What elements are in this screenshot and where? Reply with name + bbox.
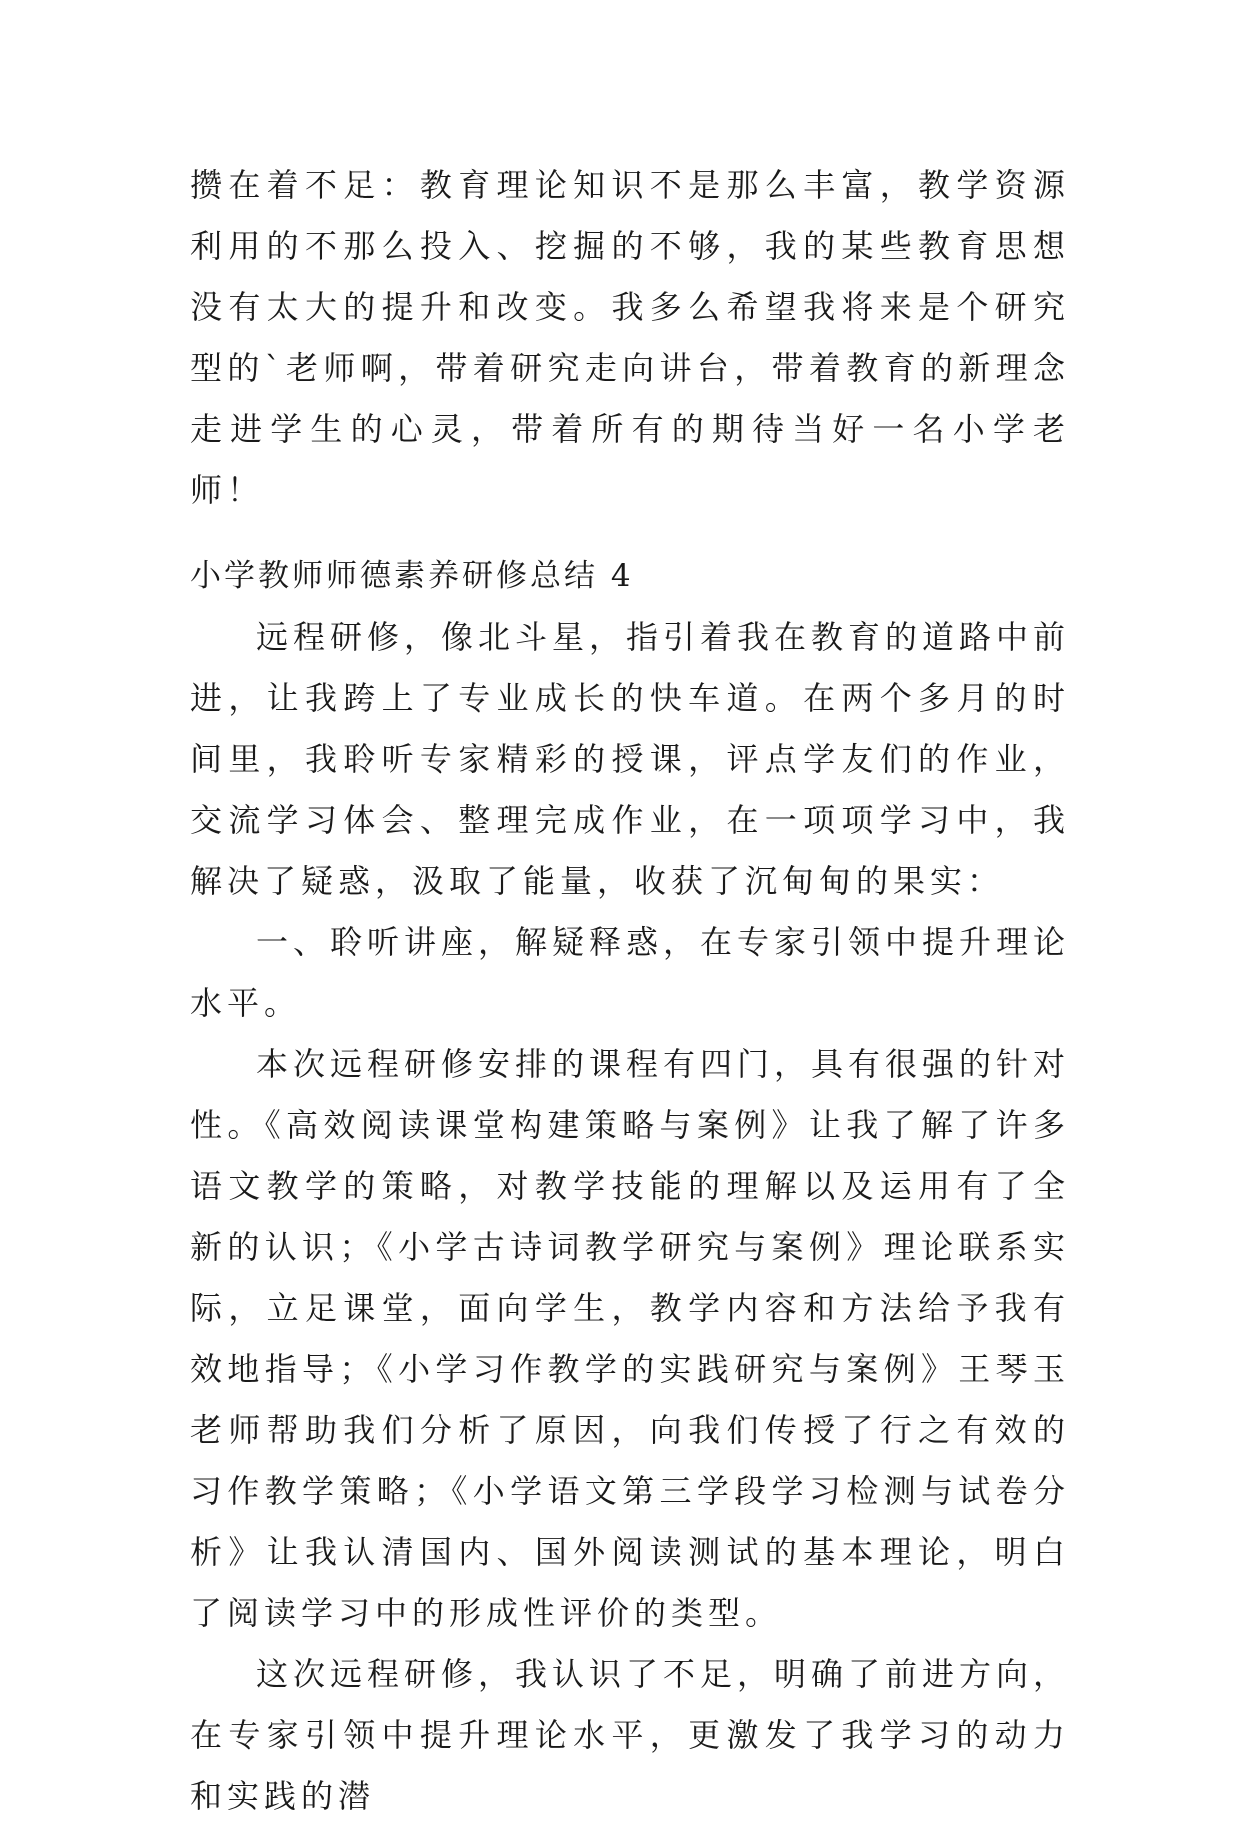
section-title: 小学教师师德素养研修总结 4 [190,558,634,594]
paragraph-reflection: 这次远程研修，我认识了不足，明确了前进方向，在专家引领中提升理论水平，更激发了我学习的动力和实践的潜 [190,1655,1071,1815]
document-page [190,155,1070,1827]
paragraph-courses: 本次远程研修安排的课程有四门，具有很强的针对性。《高效阅读课堂构建策略与案例》让我了解了许多语文教学的策略，对教学技能的理解以及运用有了全新的认识；《小学古诗词教学研究与案例》理论联系实际，立足课堂，面向学生，教学内容和方法给予我有效地指导；《小学习作教学的实践研究与案例》王琴玉老师帮助我们分析了原因，向我们传授了行之有效的习作教学策略；《小学语文第三学段学习检测与试卷分析》让我认清国内、国外阅读测试的基本理论，明白了阅读学习中的形成性评价的类型。 [190,1045,1071,1632]
paragraph-continuation: 攒在着不足：教育理论知识不是那么丰富，教学资源利用的不那么投入、挖掘的不够，我的某些教育思想没有太大的提升和改变。我多么希望我将来是个研究型的`老师啊，带着研究走向讲台，带着教育的新理念走进学生的心灵，带着所有的期待当好一名小学老师！ [190,166,1070,509]
paragraph-point-1: 一、聆听讲座，解疑释惑，在专家引领中提升理论水平。 [190,923,1071,1022]
paragraph-intro: 远程研修，像北斗星，指引着我在教育的道路中前进，让我跨上了专业成长的快车道。在两个多月的时间里，我聆听专家精彩的授课，评点学友们的作业，交流学习体会、整理完成作业，在一项项学习中，我解决了疑惑，汲取了能量，收获了沉甸甸的果实： [190,618,1071,900]
